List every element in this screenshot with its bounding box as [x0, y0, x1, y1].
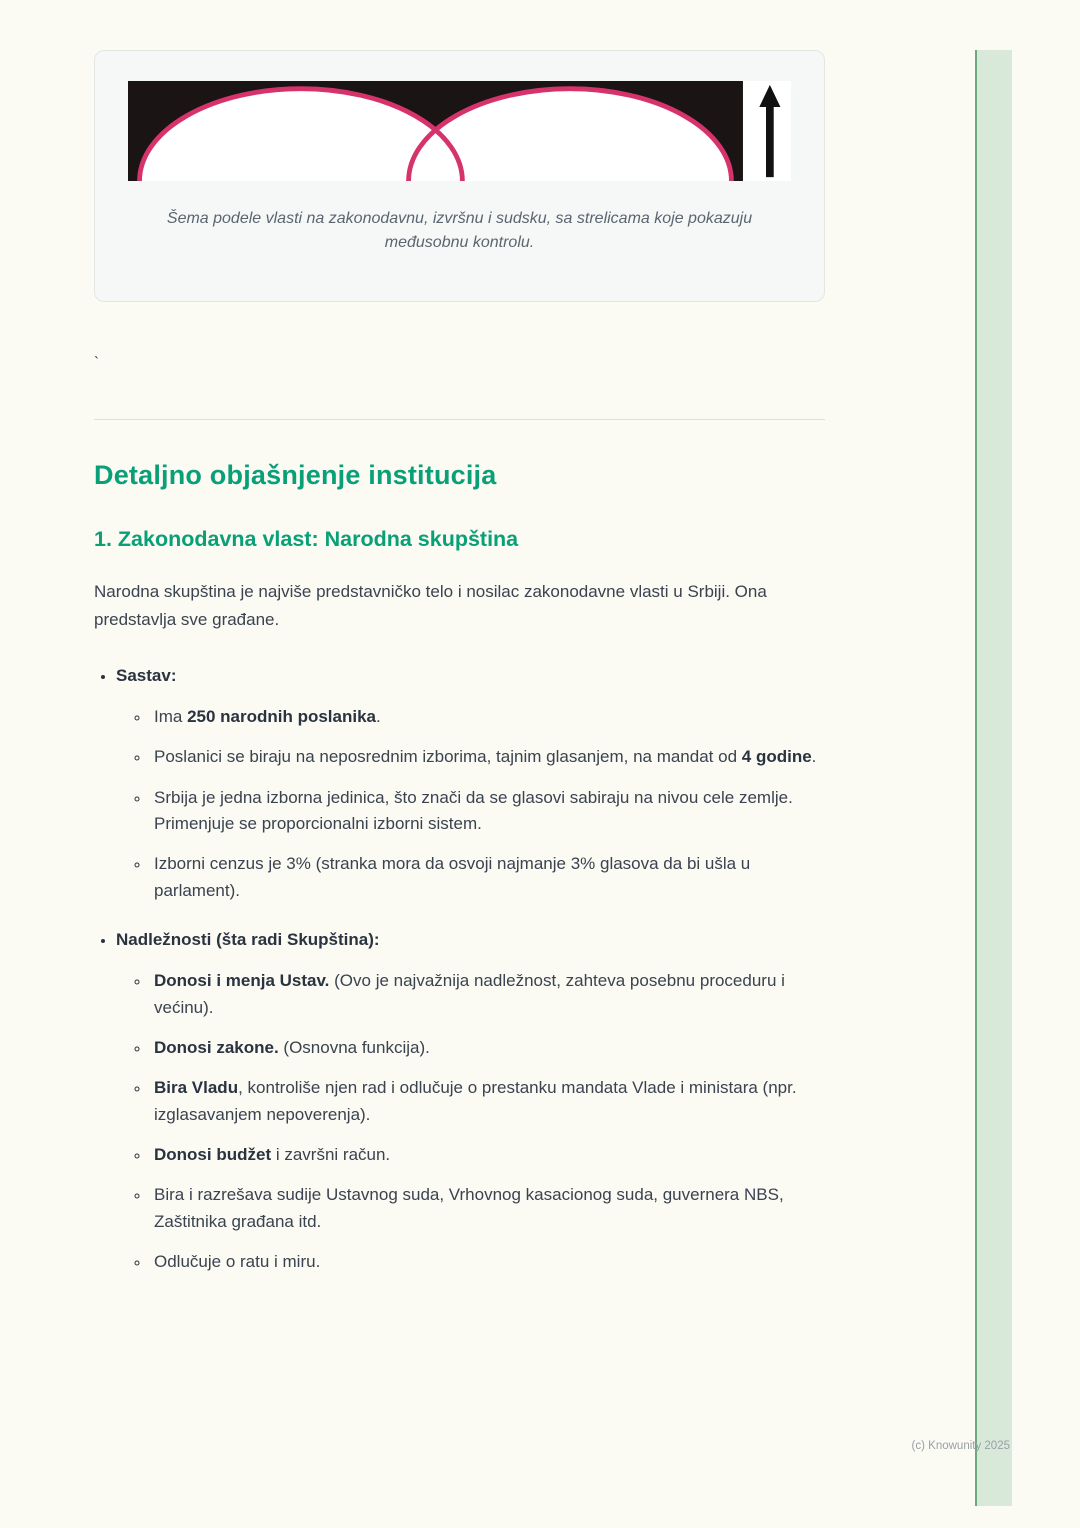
- section-divider: [94, 419, 825, 420]
- list-item: [150, 1182, 825, 1235]
- stray-backtick: `: [94, 354, 99, 371]
- list-item-text: Donosi budžet: [154, 1144, 272, 1164]
- list-item-text: Srbija je jedna izborna jedinica, što znači da se glasovi sabiraju na nivou cele zemlje. Primenjuje se proporcionalni izborni sistem.: [154, 787, 793, 834]
- list-item: [150, 1035, 825, 1061]
- list-item-text: Izborni cenzus je 3% (stranka mora da osvoji najmanje 3% glasova da bi ušla u parlament).: [154, 854, 751, 900]
- list-group-sastav: [116, 666, 825, 904]
- diagram-image: [128, 81, 791, 181]
- list-item-text: (Osnovna funkcija).: [278, 1037, 430, 1057]
- list-item: [150, 1075, 825, 1128]
- list-item-text: Odlučuje o ratu i miru.: [154, 1251, 321, 1271]
- sublist-nadleznosti: [116, 968, 825, 1275]
- sublist-sastav: [116, 704, 825, 904]
- list-item-text: Donosi zakone.: [154, 1037, 279, 1057]
- power-separation-diagram: [128, 81, 791, 181]
- side-highlight-stripe: [975, 50, 1012, 1506]
- list-group-label: Nadležnosti (šta radi Skupština):: [116, 930, 380, 950]
- list-item: [150, 851, 825, 904]
- list-item: [150, 785, 825, 838]
- list-item-text: i završni račun.: [271, 1144, 391, 1164]
- document-content: [94, 0, 825, 1275]
- list-item-text: , kontroliše njen rad i odlučuje o prestanku mandata Vlade i ministara (npr. izglasavanjem nepoverenja).: [154, 1078, 797, 1124]
- list-item: [150, 968, 825, 1021]
- list-item: [150, 744, 825, 770]
- list-item: [150, 1249, 825, 1275]
- section-subtitle: 1. Zakonodavna vlast: Narodna skupština: [94, 527, 519, 551]
- list-item-text: Poslanici se biraju na neposrednim izborima, tajnim glasanjem, na mandat od: [154, 747, 742, 767]
- list-item: [150, 704, 825, 730]
- list-item-text: .: [811, 747, 817, 767]
- list-item-text: Ima: [154, 707, 188, 727]
- main-list: [94, 666, 825, 1275]
- list-item: [150, 1142, 825, 1168]
- list-group-label: Sastav:: [116, 666, 177, 686]
- list-group-nadleznosti: [116, 930, 825, 1275]
- list-item-text: .: [376, 707, 381, 727]
- list-item-text: Bira Vladu: [154, 1078, 239, 1098]
- list-item-text: Donosi i menja Ustav.: [154, 971, 330, 991]
- list-item-text: Bira i razrešava sudije Ustavnog suda, Vrhovnog kasacionog suda, guvernera NBS, Zaštitnika građana itd.: [154, 1185, 784, 1231]
- list-item-text: (Ovo je najvažnija nadležnost, zahteva posebnu proceduru i većinu).: [154, 971, 785, 1017]
- intro-paragraph: Narodna skupština je najviše predstavničko telo i nosilac zakonodavne vlasti u Srbiji. Ona predstavlja sve građane.: [94, 582, 767, 630]
- list-item-text: 4 godine: [741, 747, 812, 767]
- figure-card: [94, 50, 825, 302]
- section-title: Detaljno objašnjenje institucija: [94, 460, 497, 490]
- list-item-text: 250 narodnih poslanika: [187, 707, 377, 727]
- copyright-notice: (c) Knowunity 2025: [911, 1440, 1010, 1452]
- figure-caption: Šema podele vlasti na zakonodavnu, izvršnu i sudsku, sa strelicama koje pokazuju međusobnu kontrolu.: [166, 210, 753, 251]
